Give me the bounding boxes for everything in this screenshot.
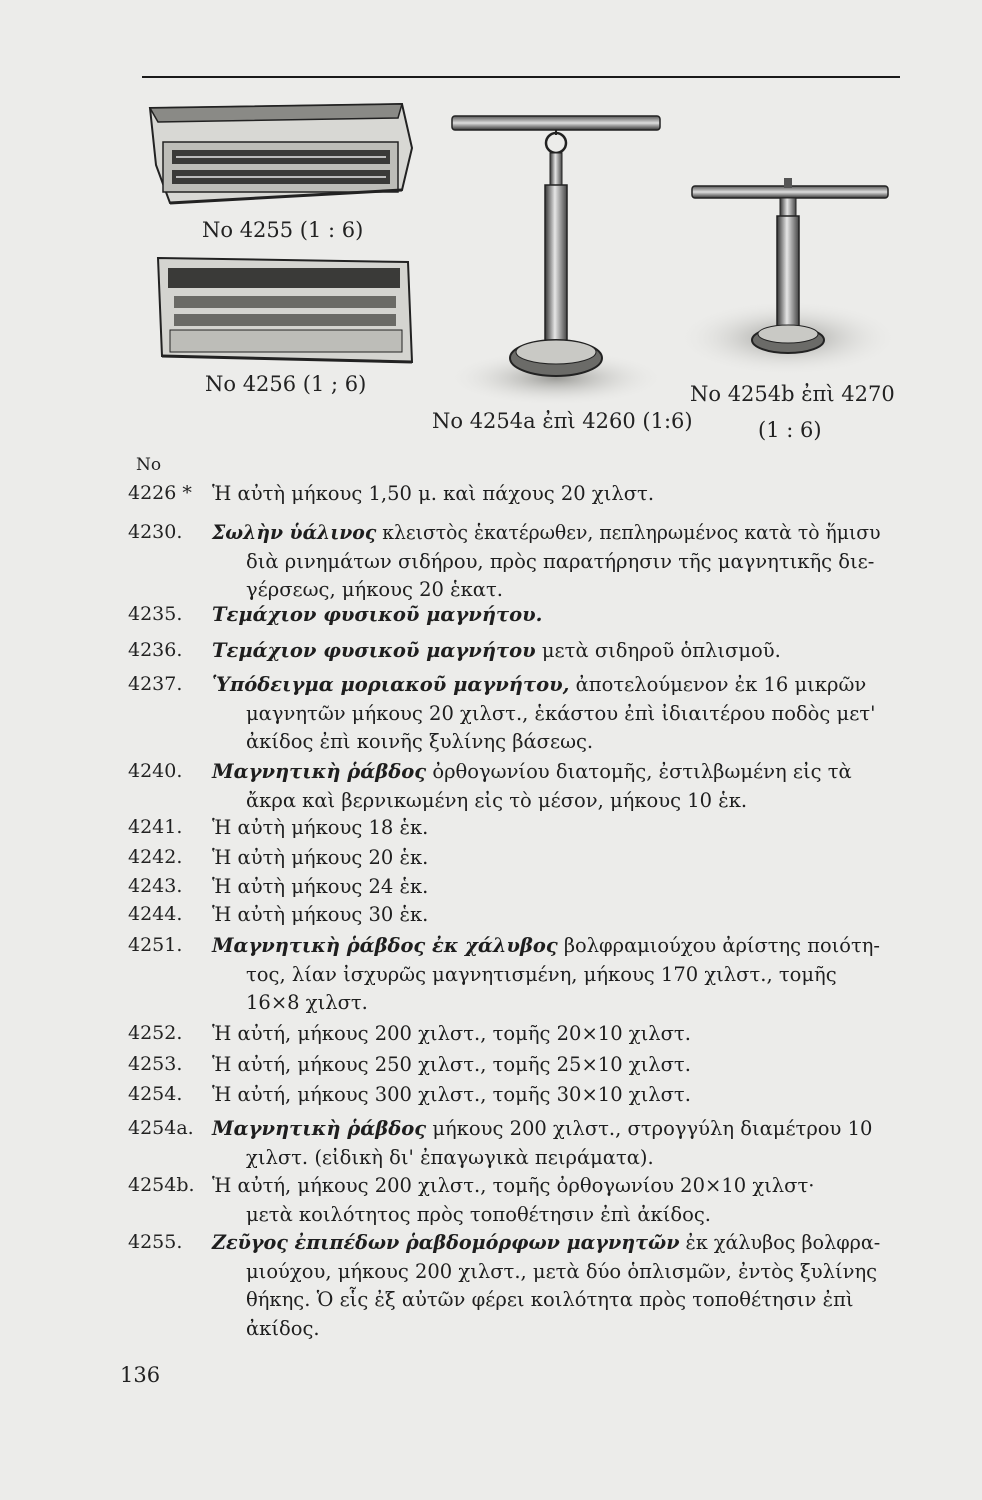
column-header: No — [136, 455, 162, 475]
entry-line — [212, 603, 542, 626]
entry-line — [212, 903, 428, 926]
entry-text: μετὰ κοιλότητος πρὸς τοποθέτησιν ἐπὶ ἀκίδος. — [246, 1202, 711, 1226]
magnet-stand-4254b-illustration — [676, 178, 900, 376]
entry-text: ὀρθογωνίου διατομῆς, ἐστιλβωμένη εἰς τὰ — [426, 760, 852, 783]
entry-title: Τεμάχιον φυσικοῦ μαγνήτου. — [212, 603, 543, 626]
entry-text: Ἡ αὐτή, μήκους 250 χιλστ., τομῆς 25×10 χιλστ. — [212, 1053, 691, 1076]
entry-number: 4254. — [128, 1083, 183, 1105]
entry-line — [246, 1260, 877, 1283]
entry-title: Τεμάχιον φυσικοῦ μαγνήτου — [212, 639, 536, 662]
entry-number: 4237. — [128, 673, 183, 695]
entry-text: Ἡ αὐτὴ μήκους 30 ἑκ. — [212, 903, 429, 926]
entry-line — [246, 578, 503, 601]
entry-line — [212, 1083, 691, 1106]
entry-line — [246, 1146, 654, 1169]
figure-caption-4255: No 4255 (1 : 6) — [202, 218, 364, 242]
entry-text: Ἡ αὐτὴ μήκους 1,50 μ. καὶ πάχους 20 χιλστ. — [212, 482, 655, 505]
entry-line — [212, 673, 866, 696]
entry-line — [246, 991, 368, 1014]
entry-text: ἄκρα καὶ βερνικωμένη εἰς τὸ μέσον, μήκους 10 ἑκ. — [246, 788, 748, 812]
entry-line — [246, 1288, 854, 1311]
entry-line — [246, 1203, 711, 1226]
entry-line — [212, 816, 428, 839]
entry-text: γέρσεως, μήκους 20 ἑκατ. — [246, 578, 503, 601]
entry-text: ἀκίδος. — [246, 1316, 320, 1340]
entry-text: Ἡ αὐτή, μήκους 200 χιλστ., τομῆς 20×10 χιλστ. — [212, 1022, 691, 1045]
entry-text: Ἡ αὐτὴ μήκους 24 ἑκ. — [212, 875, 429, 898]
magnet-box-4256-illustration — [158, 258, 412, 362]
magnet-box-4255-illustration — [150, 104, 412, 203]
entry-line — [212, 1231, 880, 1254]
entry-line — [246, 789, 747, 812]
entry-text: μήκους 200 χιλστ., στρογγύλη διαμέτρου 10 — [426, 1117, 873, 1140]
entry-text: τος, λίαν ἰσχυρῶς μαγνητισμένη, μήκους 170 χιλστ., τομῆς — [246, 962, 837, 986]
entry-text: ἐκ χάλυβος βολφρα- — [679, 1231, 881, 1254]
entry-text: ἀποτελούμενον ἐκ 16 μικρῶν — [569, 673, 867, 696]
entry-line — [212, 521, 881, 544]
entry-number: 4244. — [128, 903, 183, 925]
entry-line — [212, 1174, 814, 1197]
entry-title: Ζεῦγος ἐπιπέδων ῥαβδομόρφων μαγνητῶν — [212, 1231, 680, 1254]
entry-text: μιούχου, μήκους 200 χιλστ., μετὰ δύο ὁπλισμῶν, ἐντὸς ξυλίνης — [246, 1259, 878, 1283]
page-number: 136 — [120, 1363, 161, 1387]
entry-number: 4253. — [128, 1053, 183, 1075]
entry-text: βολφραμιούχου ἀρίστης ποιότη- — [557, 934, 880, 957]
entry-line — [212, 875, 428, 898]
entry-line — [246, 1317, 320, 1340]
entry-number: 4240. — [128, 760, 183, 782]
entry-title: Μαγνητικὴ ῥάβδος — [212, 1117, 427, 1140]
entry-line — [212, 639, 781, 662]
entry-number: 4252. — [128, 1022, 183, 1044]
entry-number: 4241. — [128, 816, 183, 838]
figure-caption-4254b-line2: (1 : 6) — [758, 418, 822, 442]
entry-line — [246, 730, 593, 753]
entry-line — [212, 482, 654, 505]
entry-text: Ἡ αὐτὴ μήκους 20 ἑκ. — [212, 846, 429, 869]
entry-text: μετὰ σιδηροῦ ὁπλισμοῦ. — [535, 639, 781, 662]
entry-number: 4235. — [128, 603, 183, 625]
entry-line — [246, 702, 875, 725]
entry-line — [212, 934, 880, 957]
entry-line — [212, 1022, 691, 1045]
entry-text: διὰ ρινημάτων σιδήρου, πρὸς παρατήρησιν τῆς μαγνητικῆς διε- — [246, 549, 875, 573]
entry-line — [212, 760, 852, 783]
entry-text: κλειστὸς ἑκατέρωθεν, πεπληρωμένος κατὰ τὸ ἥμισυ — [376, 521, 881, 544]
entry-line — [212, 1053, 691, 1076]
entry-number: 4254b. — [128, 1174, 195, 1196]
entry-line — [246, 550, 874, 573]
entry-number: 4255. — [128, 1231, 183, 1253]
entry-line — [212, 846, 428, 869]
entry-number: 4243. — [128, 875, 183, 897]
figure-caption-4256: No 4256 (1 ; 6) — [205, 372, 367, 396]
entry-number: 4226 * — [128, 482, 192, 504]
entry-number: 4230. — [128, 521, 183, 543]
entry-number: 4251. — [128, 934, 183, 956]
figure-caption-4254b-line1: No 4254b ἐπὶ 4270 — [690, 382, 895, 406]
entry-text: θήκης. Ὁ εἷς ἐξ αὐτῶν φέρει κοιλότητα πρὸς τοποθέτησιν ἐπὶ — [246, 1288, 854, 1311]
entry-line — [246, 963, 837, 986]
entry-line — [212, 1117, 872, 1140]
figure-caption-4254a: No 4254a ἐπὶ 4260 (1:6) — [432, 409, 693, 433]
magnet-stand-4254a-illustration — [446, 116, 666, 406]
entry-title: Μαγνητικὴ ῥάβδος ἐκ χάλυβος — [212, 934, 558, 957]
entry-number: 4236. — [128, 639, 183, 661]
entry-text: Ἡ αὐτή, μήκους 300 χιλστ., τομῆς 30×10 χιλστ. — [212, 1083, 691, 1106]
entry-text: χιλστ. (εἰδικὴ δι' ἐπαγωγικὰ πειράματα). — [246, 1145, 654, 1169]
entry-title: Μαγνητικὴ ῥάβδος — [212, 760, 427, 783]
entry-text: 16×8 χιλστ. — [246, 991, 368, 1014]
entry-title: Ὑπόδειγμα μοριακοῦ μαγνήτου, — [212, 673, 570, 696]
entry-title: Σωλὴν ὑάλινος — [212, 521, 377, 544]
entry-number: 4242. — [128, 846, 183, 868]
entry-text: Ἡ αὐτὴ μήκους 18 ἑκ. — [212, 816, 429, 839]
entry-text: μαγνητῶν μήκους 20 χιλστ., ἑκάστου ἐπὶ ἰδιαιτέρου ποδὸς μετ' — [246, 701, 876, 725]
entry-number: 4254a. — [128, 1117, 194, 1139]
entry-text: ἀκίδος ἐπὶ κοινῆς ξυλίνης βάσεως. — [246, 730, 594, 753]
entry-text: Ἡ αὐτή, μήκους 200 χιλστ., τομῆς ὀρθογωνίου 20×10 χιλστ· — [212, 1174, 815, 1197]
